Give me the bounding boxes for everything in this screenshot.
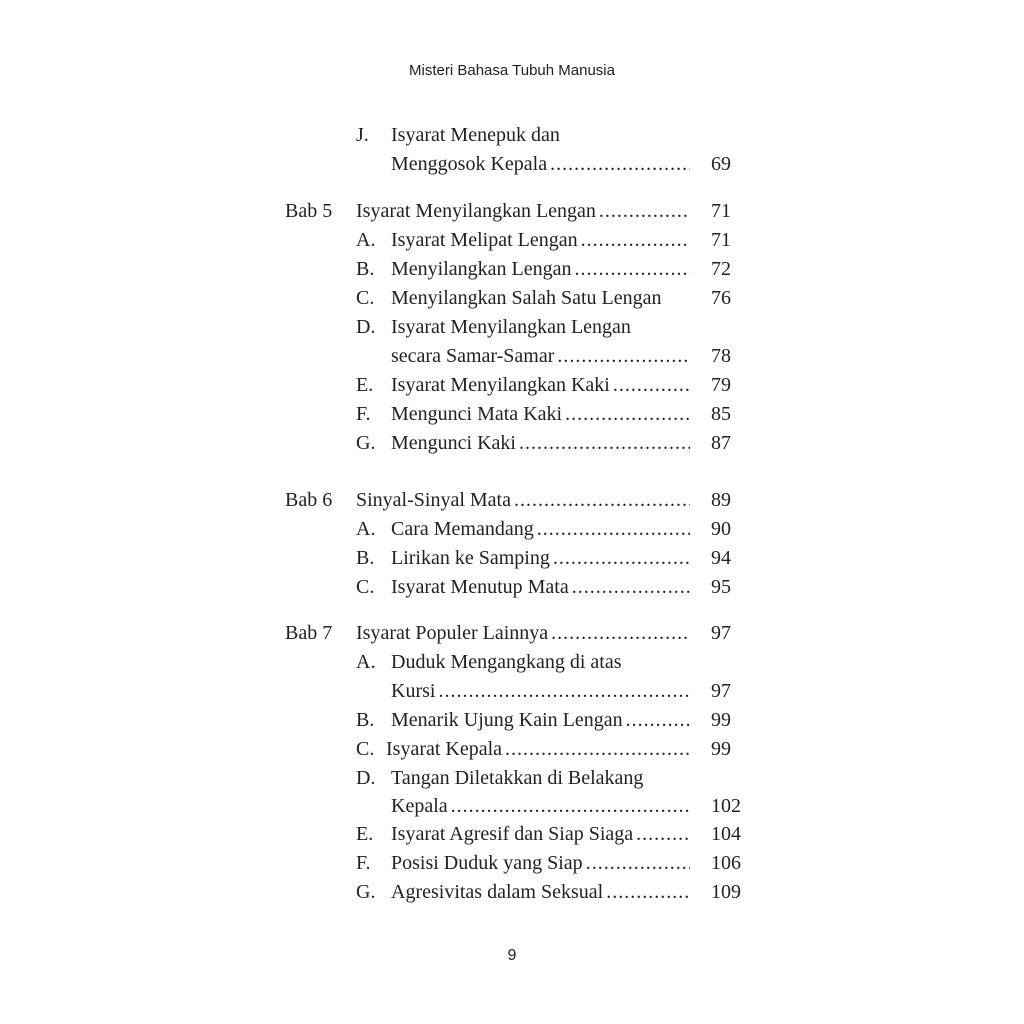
entry-letter: G. [356,432,376,454]
entry-title-wrap [356,486,690,515]
dot-leader [550,150,690,179]
toc-entry-5e [0,371,1024,400]
entry-title-wrap [391,544,690,573]
entry-letter: C. [356,576,375,598]
toc-chapter-5 [0,197,1024,226]
entry-page: 102 [711,795,741,817]
entry-letter: D. [356,316,376,338]
entry-title: Duduk Mengangkang di atas [391,651,622,673]
entry-title-wrap [386,735,690,764]
entry-page: 95 [711,576,731,598]
entry-title-wrap [391,342,690,371]
page-number: 9 [507,947,517,964]
entry-page: 106 [711,852,741,874]
toc-entry-5d-cont [0,342,1024,371]
entry-page: 99 [711,738,731,760]
entry-title-wrap [391,648,744,677]
entry-page: 76 [711,287,731,309]
entry-title: Lirikan ke Samping [391,547,550,569]
toc-entry-5b [0,255,1024,284]
entry-title-wrap [391,150,690,179]
entry-title: Mengunci Mata Kaki [391,403,563,425]
entry-title: secara Samar-Samar [391,345,555,367]
dot-leader [565,400,690,429]
entry-title: Mengunci Kaki [391,432,516,454]
entry-title: Posisi Duduk yang Siap [391,852,583,874]
entry-title: Isyarat Melipat Lengan [391,229,578,251]
entry-title-wrap [391,429,690,458]
dot-leader [551,619,690,648]
entry-letter: J. [356,124,369,146]
toc-entry-7c [0,735,1024,764]
toc-entry-7d [0,764,1024,793]
entry-letter: C. [356,738,375,760]
entry-page: 109 [711,881,741,903]
entry-title-wrap [391,706,690,735]
entry-letter: A. [356,651,376,673]
entry-page: 78 [711,345,731,367]
entry-title-wrap [391,849,690,878]
entry-title-wrap [391,226,690,255]
entry-letter: D. [356,767,376,789]
dot-leader [581,226,690,255]
chapter-title: Isyarat Populer Lainnya [356,622,549,644]
toc-entry-6a [0,515,1024,544]
entry-title-wrap [356,197,690,226]
entry-title-wrap [391,400,690,429]
entry-title-wrap [391,792,690,821]
entry-title-wrap [391,284,708,313]
entry-title-wrap [391,515,690,544]
toc-entry-5g [0,429,1024,458]
toc-entry-7a [0,648,1024,677]
entry-page: 85 [711,403,731,425]
dot-leader [606,878,690,907]
toc-entry-5d [0,313,1024,342]
entry-title: Isyarat Kepala [386,738,503,760]
chapter-title: Isyarat Menyilangkan Lengan [356,200,596,222]
entry-page: 79 [711,374,731,396]
chapter-label: Bab 5 [285,200,333,222]
dot-leader [572,573,690,602]
entry-title-wrap [391,677,690,706]
toc-entry-6b [0,544,1024,573]
dot-leader [438,677,690,706]
entry-page: 69 [711,153,731,175]
entry-page: 72 [711,258,731,280]
entry-title: Kursi [391,680,436,702]
entry-letter: F. [356,852,371,874]
entry-page: 71 [711,200,731,222]
entry-title-wrap [391,820,690,849]
dot-leader [451,792,690,821]
toc-entry-7d-cont [0,792,1024,821]
toc-entry-5f [0,400,1024,429]
entry-title-wrap [391,313,744,342]
entry-title: Tangan Diletakkan di Belakang [391,767,644,789]
entry-title-wrap [391,878,690,907]
entry-letter: F. [356,403,371,425]
dot-leader [505,735,690,764]
entry-letter: A. [356,229,376,251]
toc-chapter-6 [0,486,1024,515]
entry-title: Isyarat Menepuk dan [391,124,560,146]
toc-entry-7e [0,820,1024,849]
entry-title-wrap [391,255,690,284]
entry-title: Menggosok Kepala [391,153,548,175]
chapter-label: Bab 7 [285,622,333,644]
entry-page: 104 [711,823,741,845]
toc-entry-7a-cont [0,677,1024,706]
dot-leader [575,255,691,284]
running-head: Misteri Bahasa Tubuh Manusia [409,62,615,79]
dot-leader [553,544,690,573]
chapter-label: Bab 6 [285,489,333,511]
chapter-title: Sinyal-Sinyal Mata [356,489,511,511]
entry-title: Menarik Ujung Kain Lengan [391,709,623,731]
entry-title-wrap [391,764,744,793]
toc-entry-7f [0,849,1024,878]
entry-page: 71 [711,229,731,251]
entry-letter: C. [356,287,375,309]
toc-entry-7b [0,706,1024,735]
entry-title: Kepala [391,795,448,817]
entry-letter: B. [356,547,375,569]
entry-letter: G. [356,881,376,903]
dot-leader [626,706,690,735]
dot-leader [557,342,690,371]
entry-letter: B. [356,709,375,731]
entry-title-wrap [391,573,690,602]
entry-page: 99 [711,709,731,731]
entry-title: Cara Memandang [391,518,534,540]
entry-page: 97 [711,622,731,644]
dot-leader [599,197,690,226]
dot-leader [514,486,690,515]
toc-entry-5a [0,226,1024,255]
toc-entry-5c [0,284,1024,313]
toc-entry-7g [0,878,1024,907]
entry-title: Menyilangkan Lengan [391,258,572,280]
entry-title: Isyarat Agresif dan Siap Siaga [391,823,634,845]
dot-leader [586,849,690,878]
dot-leader [636,820,690,849]
entry-letter: B. [356,258,375,280]
entry-title-wrap [391,121,744,150]
entry-page: 94 [711,547,731,569]
toc-chapter-7 [0,619,1024,648]
entry-letter: E. [356,374,374,396]
entry-page: 87 [711,432,731,454]
entry-title: Isyarat Menyilangkan Kaki [391,374,610,396]
entry-letter: E. [356,823,374,845]
entry-page: 97 [711,680,731,702]
toc-entry-j [0,121,1024,150]
toc-entry-6c [0,573,1024,602]
entry-letter: A. [356,518,376,540]
entry-title: Isyarat Menyilangkan Lengan [391,316,631,338]
dot-leader [613,371,690,400]
entry-title-wrap [391,371,690,400]
entry-page: 89 [711,489,731,511]
entry-title: Isyarat Menutup Mata [391,576,569,598]
dot-leader [519,429,690,458]
entry-title: Menyilangkan Salah Satu Lengan [391,287,662,309]
toc-entry-j-cont [0,150,1024,179]
entry-title: Agresivitas dalam Seksual [391,881,604,903]
dot-leader [537,515,690,544]
entry-page: 90 [711,518,731,540]
entry-title-wrap [356,619,690,648]
